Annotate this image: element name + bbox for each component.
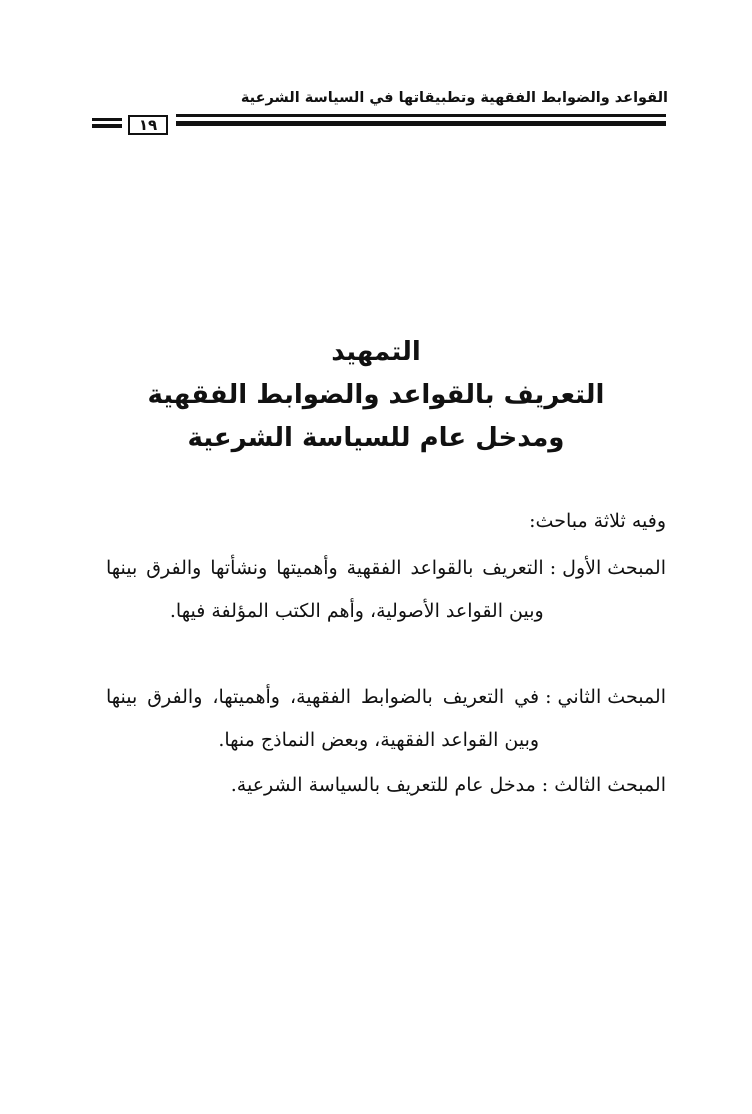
- page-number: ١٩: [128, 115, 168, 135]
- topic-text: في التعريف بالضوابط الفقهية، وأهميتها، والفرق بينها وبين القواعد الفقهية، وبعض النماذج منها.: [106, 686, 540, 751]
- running-header-title: القواعد والضوابط الفقهية وتطبيقاتها في السياسة الشرعية: [240, 90, 668, 106]
- topic-label: المبحث الثاني :: [545, 686, 666, 708]
- chapter-subtitle-line-1: التعريف بالقواعد والضوابط الفقهية: [147, 380, 605, 410]
- topic-text: مدخل عام للتعريف بالسياسة الشرعية.: [230, 774, 536, 796]
- topic-label: المبحث الثالث :: [541, 774, 666, 796]
- topic-item-3: [106, 764, 666, 807]
- chapter-subtitle-line-2: ومدخل عام للسياسة الشرعية: [187, 423, 565, 453]
- chapter-title: التمهيد: [331, 337, 421, 367]
- topic-item-1: [106, 547, 666, 633]
- topic-item-2: [106, 676, 666, 762]
- topic-label: المبحث الأول :: [549, 557, 666, 579]
- header-short-rule: [92, 118, 122, 121]
- header-double-rule: [176, 114, 666, 117]
- intro-text: وفيه ثلاثة مباحث:: [529, 510, 666, 532]
- topic-text: التعريف بالقواعد الفقهية وأهميتها ونشأتها والفرق بينها وبين القواعد الأصولية، وأهم الكتب المؤلفة فيها.: [106, 557, 544, 622]
